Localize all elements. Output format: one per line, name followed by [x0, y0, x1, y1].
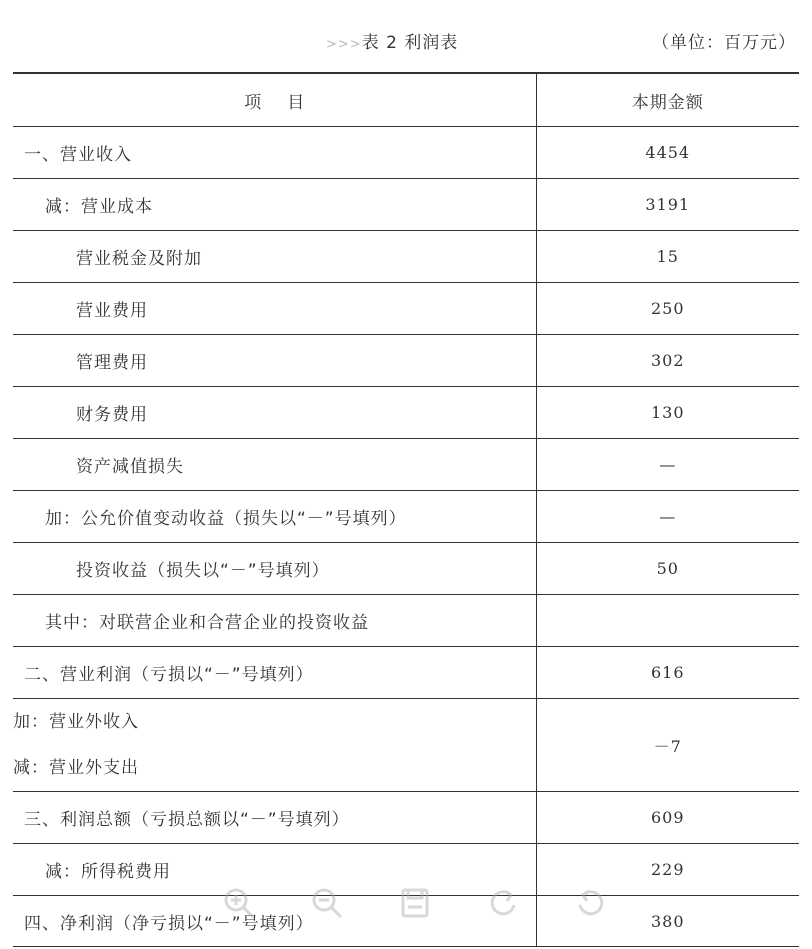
table-row [13, 647, 799, 699]
rotate-right-icon[interactable] [568, 880, 614, 926]
row-label: 管理费用 [13, 335, 536, 387]
zoom-in-icon[interactable] [216, 880, 262, 926]
table-row [13, 595, 799, 647]
row-value: 250 [536, 283, 799, 335]
row-label: 三、利润总额（亏损总额以“－”号填列） [13, 792, 536, 844]
table-row [13, 439, 799, 491]
row-value: 4454 [536, 127, 799, 179]
table-row [13, 179, 799, 231]
save-icon[interactable] [392, 880, 438, 926]
row-label: 减：营业成本 [13, 179, 536, 231]
row-label: 资产减值损失 [13, 439, 536, 491]
row-label: 减：营业外支出 [13, 758, 139, 778]
table-header [0, 0, 812, 72]
row-label-group [13, 699, 536, 792]
row-value: 302 [536, 335, 799, 387]
row-label: 其中：对联营企业和合营企业的投资收益 [13, 595, 536, 647]
title-text: 表 2 利润表 [361, 33, 459, 53]
row-value: 380 [536, 896, 799, 947]
title-arrows: >>> [326, 37, 362, 52]
table-row [13, 491, 799, 543]
table-title [326, 28, 458, 53]
table-row [13, 231, 799, 283]
row-value: — [536, 439, 799, 491]
rotate-left-icon[interactable] [480, 880, 526, 926]
table-row [13, 699, 799, 792]
row-label: 营业税金及附加 [13, 231, 536, 283]
row-label: 营业费用 [13, 283, 536, 335]
row-value [536, 595, 799, 647]
table-row [13, 543, 799, 595]
row-label: 一、营业收入 [13, 127, 536, 179]
row-value: 130 [536, 387, 799, 439]
zoom-out-icon[interactable] [304, 880, 350, 926]
row-label: 财务费用 [13, 387, 536, 439]
row-value: －7 [536, 699, 799, 792]
viewer-toolbar [195, 876, 635, 930]
table-row [13, 283, 799, 335]
row-label: 四、净利润（净亏损以“－”号填列） [13, 896, 536, 947]
table-row [13, 792, 799, 844]
row-value: 616 [536, 647, 799, 699]
column-header-amount: 本期金额 [536, 73, 799, 127]
column-header-item: 项目 [13, 73, 536, 127]
row-value: 3191 [536, 179, 799, 231]
row-label: 加：公允价值变动收益（损失以“－”号填列） [13, 491, 536, 543]
row-value: — [536, 491, 799, 543]
row-value: 609 [536, 792, 799, 844]
table-row [13, 335, 799, 387]
table-head-row [13, 73, 799, 127]
profit-table [13, 72, 799, 947]
row-label: 减：所得税费用 [13, 844, 536, 896]
row-value: 229 [536, 844, 799, 896]
table-row [13, 387, 799, 439]
table-row [13, 127, 799, 179]
row-label: 加：营业外收入 [13, 712, 139, 732]
row-value: 50 [536, 543, 799, 595]
row-label: 二、营业利润（亏损以“－”号填列） [13, 647, 536, 699]
unit-label: （单位：百万元） [652, 33, 796, 53]
row-value: 15 [536, 231, 799, 283]
row-label: 投资收益（损失以“－”号填列） [13, 543, 536, 595]
